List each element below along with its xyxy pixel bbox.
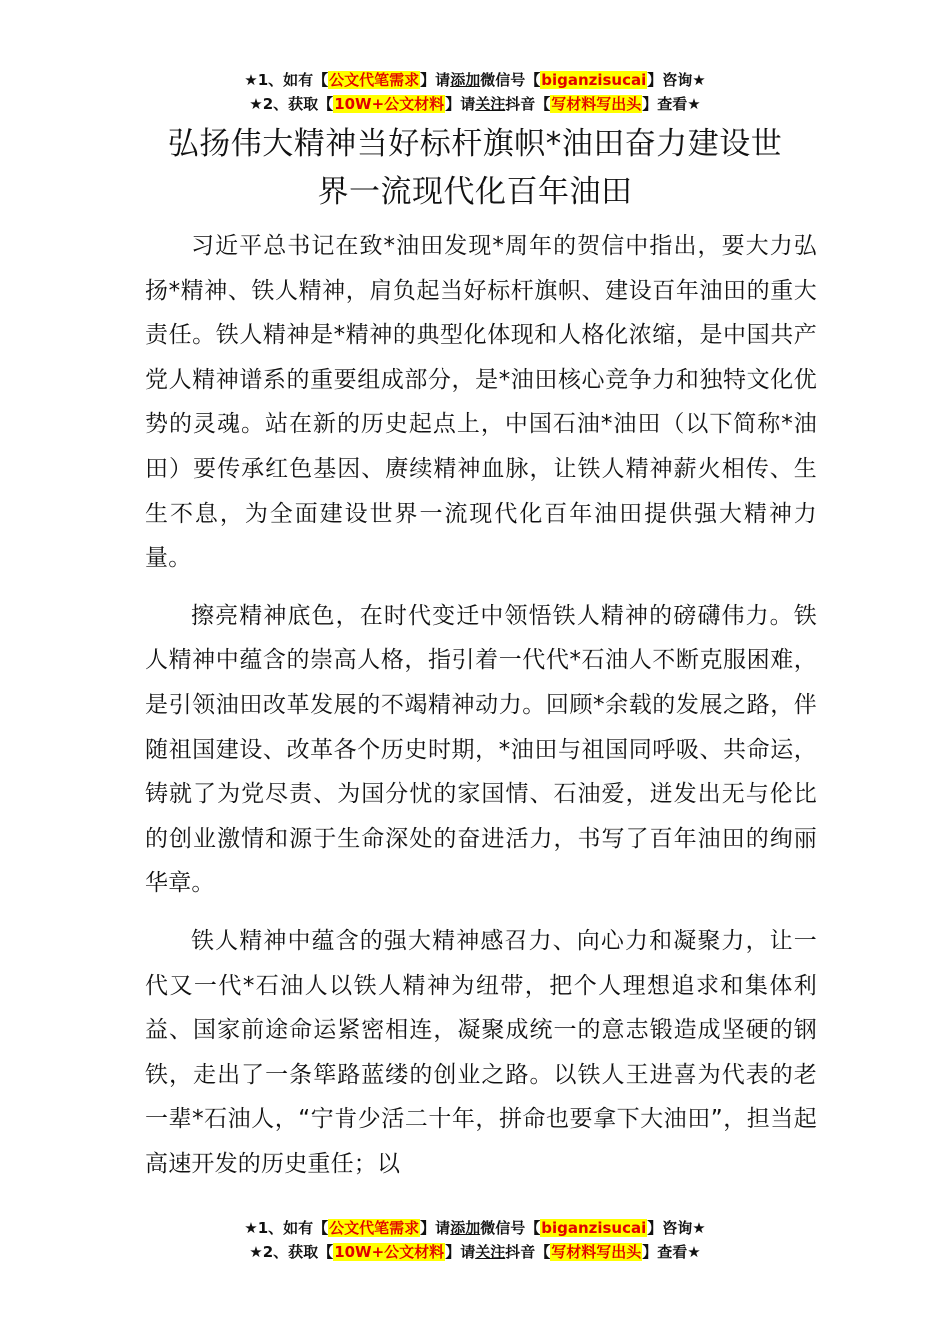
document-title bbox=[100, 120, 850, 216]
title-line-2: 界一流现代化百年油田 bbox=[317, 174, 633, 210]
body-paragraph-2: 擦亮精神底色，在时代变迁中领悟铁人精神的磅礴伟力。铁人精神中蕴含的崇高人格，指引着一代代*石油人不断克服困难，是引领油田改革发展的不竭精神动力。回顾*余载的发展之路，伴随祖国建设、改革各个历史时期，*油田与祖国同呼吸、共命运，铸就了为党尽责、为国分忧的家国情、石油爱，迸发出无与伦比的创业激情和源于生命深处的奋进活力，书写了百年油田的绚丽华章。 bbox=[145, 602, 817, 897]
body-paragraph-1: 习近平总书记在致*油田发现*周年的贺信中指出，要大力弘扬*精神、铁人精神，肩负起当好标杆旗帜、建设百年油田的重大责任。铁人精神是*精神的典型化体现和人格化浓缩，是中国共产党人精神谱系的重要组成部分，是*油田核心竞争力和独特文化优势的灵魂。站在新的历史起点上，中国石油*油田（以下简称*油田）要传承红色基因、赓续精神血脉，让铁人精神薪火相传、生生不息，为全面建设世界一流现代化百年油田提供强大精神力量。 bbox=[145, 233, 817, 572]
notice-highlight-douyin: 写材料写出头 bbox=[551, 95, 642, 113]
notice-highlight-wechat-id: biganzisucai bbox=[541, 1219, 647, 1237]
title-line-1: 弘扬伟大精神当好标杆旗帜*油田奋力建设世 bbox=[167, 126, 783, 162]
notice-highlight-wechat-id: biganzisucai bbox=[541, 71, 647, 89]
notice-line-1 bbox=[0, 1216, 950, 1240]
notice-text: 】咨询★ bbox=[647, 1219, 706, 1237]
notice-underline-add: 添加 bbox=[450, 1219, 481, 1237]
notice-text: 】查看★ bbox=[642, 1243, 701, 1261]
notice-line-2 bbox=[0, 1240, 950, 1264]
notice-text: ★1、如有【 bbox=[244, 71, 329, 89]
notice-highlight-service: 公文代笔需求 bbox=[329, 71, 420, 89]
notice-text: ★2、获取【 bbox=[249, 1243, 334, 1261]
notice-text: 】请 bbox=[420, 71, 451, 89]
notice-text: 微信号【 bbox=[480, 1219, 541, 1237]
notice-underline-follow: 关注 bbox=[475, 95, 506, 113]
top-notice-banner bbox=[0, 68, 950, 116]
bottom-notice-banner bbox=[0, 1216, 950, 1264]
notice-highlight-materials: 10W+公文材料 bbox=[334, 95, 445, 113]
notice-text: ★2、获取【 bbox=[249, 95, 334, 113]
notice-text: 】请 bbox=[445, 1243, 476, 1261]
notice-text: ★1、如有【 bbox=[244, 1219, 329, 1237]
notice-text: 抖音【 bbox=[505, 1243, 551, 1261]
notice-text: 微信号【 bbox=[480, 71, 541, 89]
notice-text: 】请 bbox=[420, 1219, 451, 1237]
notice-line-2 bbox=[0, 92, 950, 116]
notice-text: 】查看★ bbox=[642, 95, 701, 113]
body-paragraph-3: 铁人精神中蕴含的强大精神感召力、向心力和凝聚力，让一代又一代*石油人以铁人精神为纽带，把个人理想追求和集体利益、国家前途命运紧密相连，凝聚成统一的意志锻造成坚硬的钢铁，走出了一条筚路蓝缕的创业之路。以铁人王进喜为代表的老一辈*石油人，“宁肯少活二十年，拼命也要拿下大油田”，担当起高速开发的历史重任；以 bbox=[145, 927, 817, 1177]
notice-text: 】咨询★ bbox=[647, 71, 706, 89]
document-body bbox=[145, 224, 817, 1186]
notice-line-1 bbox=[0, 68, 950, 92]
notice-highlight-service: 公文代笔需求 bbox=[329, 1219, 420, 1237]
notice-highlight-materials: 10W+公文材料 bbox=[334, 1243, 445, 1261]
notice-underline-follow: 关注 bbox=[475, 1243, 506, 1261]
notice-text: 】请 bbox=[445, 95, 476, 113]
notice-underline-add: 添加 bbox=[450, 71, 481, 89]
notice-text: 抖音【 bbox=[505, 95, 551, 113]
notice-highlight-douyin: 写材料写出头 bbox=[551, 1243, 642, 1261]
